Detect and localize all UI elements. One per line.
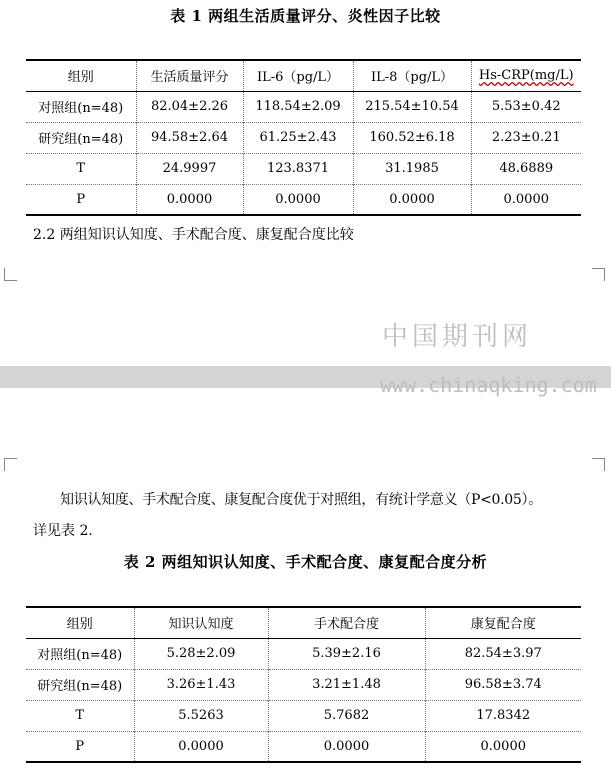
table2	[26, 606, 581, 763]
table-row	[26, 731, 581, 762]
table-row	[26, 91, 581, 122]
watermark-url: www.chinaqking.com	[380, 373, 597, 397]
table1-header-cell: IL-8（pg/L）	[353, 60, 471, 91]
section-heading: 2.2 两组知识认知度、手术配合度、康复配合度比较	[33, 227, 354, 243]
page-corner-mark	[592, 458, 605, 471]
table-cell: 94.58±2.64	[136, 122, 243, 153]
table-cell: 160.52±6.18	[353, 122, 471, 153]
table-row	[26, 184, 581, 215]
table-cell: 对照组(n=48)	[26, 91, 136, 122]
document-page-2	[0, 388, 611, 784]
table-cell: 0.0000	[471, 184, 581, 215]
table-row	[26, 153, 581, 184]
table-row	[26, 122, 581, 153]
table-cell: 5.5263	[134, 700, 268, 731]
table1-caption: 表 1 两组生活质量评分、炎性因子比较	[170, 7, 441, 25]
table-cell: 0.0000	[243, 184, 353, 215]
table-row	[26, 700, 581, 731]
table1-header-cell: IL-6（pg/L）	[243, 60, 353, 91]
table-cell: 61.25±2.43	[243, 122, 353, 153]
table1-header-row	[26, 60, 581, 91]
table-cell: 0.0000	[353, 184, 471, 215]
table1-header-cell: 组别	[26, 60, 136, 91]
page-corner-mark	[592, 268, 605, 281]
table-cell: 3.26±1.43	[134, 669, 268, 700]
table2-header-cell: 康复配合度	[425, 607, 581, 638]
table-cell: 5.53±0.42	[471, 91, 581, 122]
table-cell: 31.1985	[353, 153, 471, 184]
table2-caption: 表 2 两组知识认知度、手术配合度、康复配合度分析	[123, 553, 488, 571]
table-cell: 17.8342	[425, 700, 581, 731]
table-cell: 5.7682	[268, 700, 425, 731]
table-cell: 对照组(n=48)	[26, 638, 134, 669]
watermark-name: 中国期刊网	[382, 322, 533, 352]
table-cell: 118.54±2.09	[243, 91, 353, 122]
table-cell: 5.39±2.16	[268, 638, 425, 669]
table-cell: T	[26, 700, 134, 731]
table-cell: 123.8371	[243, 153, 353, 184]
table-cell: 3.21±1.48	[268, 669, 425, 700]
table-cell: 96.58±3.74	[425, 669, 581, 700]
page-corner-mark	[4, 458, 17, 471]
table-cell: 0.0000	[268, 731, 425, 762]
table-cell: T	[26, 153, 136, 184]
document-page-1	[0, 0, 611, 366]
table2-header-cell: 组别	[26, 607, 134, 638]
page-corner-mark	[4, 268, 17, 281]
table-row	[26, 669, 581, 700]
table-cell: P	[26, 184, 136, 215]
table-cell: P	[26, 731, 134, 762]
table-cell: 82.04±2.26	[136, 91, 243, 122]
table2-header-cell: 知识认知度	[134, 607, 268, 638]
table1-header-cell: 生活质量评分	[136, 60, 243, 91]
table-row	[26, 638, 581, 669]
table-cell: 5.28±2.09	[134, 638, 268, 669]
table-cell: 研究组(n=48)	[26, 122, 136, 153]
table-cell: 215.54±10.54	[353, 91, 471, 122]
table1	[26, 59, 581, 216]
table2-header-cell: 手术配合度	[268, 607, 425, 638]
table-cell: 2.23±0.21	[471, 122, 581, 153]
body-paragraph-line: 详见表 2.	[33, 523, 93, 539]
body-paragraph-line: 知识认知度、手术配合度、康复配合度优于对照组，有统计学意义（P<0.05）。	[60, 492, 542, 508]
table-cell: 82.54±3.97	[425, 638, 581, 669]
table-cell: 48.6889	[471, 153, 581, 184]
table2-header-row	[26, 607, 581, 638]
table-cell: 0.0000	[425, 731, 581, 762]
table-cell: 0.0000	[134, 731, 268, 762]
table1-header-hscrp: Hs-CRP(mg/L)	[478, 68, 574, 84]
table-cell: 24.9997	[136, 153, 243, 184]
table-cell: 研究组(n=48)	[26, 669, 134, 700]
table1-header-cell	[471, 60, 581, 91]
table-cell: 0.0000	[136, 184, 243, 215]
